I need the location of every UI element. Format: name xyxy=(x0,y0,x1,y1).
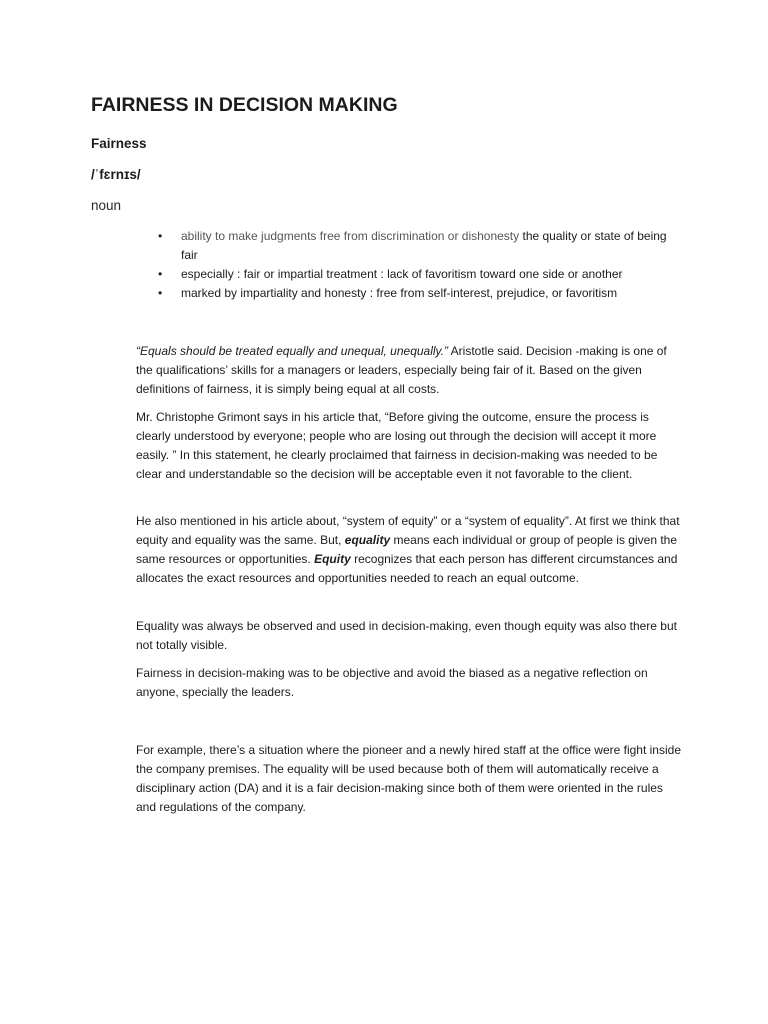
bullet-icon: • xyxy=(158,286,163,300)
part-of-speech: noun xyxy=(91,198,122,213)
paragraph-aristotle xyxy=(136,342,681,399)
paragraph-text: recognizes that each person has different circumstances and allocates the exact resources and opportunities needed to reach an equal outcome. xyxy=(136,552,678,585)
definition-text-muted: ability to make judgments free from discrimination or dishonesty xyxy=(181,229,520,243)
paragraph-grimont: Mr. Christophe Grimont says in his article that, “Before giving the outcome, ensure the process is clearly understood by everyone; people who are losing out through the decision will accept it more easily. ” In this statement, he clearly proclaimed that fairness in decision-making was needed to be clear and understandable so the decision will be acceptable even it not favorable to the client. xyxy=(136,410,658,481)
definition-item xyxy=(158,284,678,303)
definition-term: Fairness xyxy=(91,136,147,151)
bullet-icon: • xyxy=(158,267,163,281)
paragraph-equality-observed: Equality was always be observed and used in decision-making, even though equity was also there but not totally visible. xyxy=(136,619,677,652)
pronunciation: /ˈfɛrnɪs/ xyxy=(91,167,141,182)
term-equality: equality xyxy=(344,533,391,547)
definition-list xyxy=(158,227,678,303)
definition-item xyxy=(158,265,678,284)
paragraph-text: Aristotle said. Decision -making is one of the qualifications’ skills for a managers or leaders, especially being fair of it. Based on the given definitions of fairness, it is simply being equal at all costs. xyxy=(136,344,667,396)
paragraph-objective: Fairness in decision-making was to be objective and avoid the biased as a negative reflection on anyone, specially the leaders. xyxy=(136,666,648,699)
definition-text: marked by impartiality and honesty : free from self-interest, prejudice, or favoritism xyxy=(181,286,618,300)
bullet-icon: • xyxy=(158,229,163,243)
page-title: FAIRNESS IN DECISION MAKING xyxy=(91,94,398,116)
paragraph-text: He also mentioned in his article about, “system of equity” or a “system of equality”. At first we think that equity and equality was the same. But, xyxy=(136,514,680,547)
paragraph-text: means each individual or group of people is given the same resources or opportunities. xyxy=(136,533,678,566)
definition-item xyxy=(158,227,678,265)
term-equity: Equity xyxy=(314,552,351,566)
definition-text: especially : fair or impartial treatment : lack of favoritism toward one side or another xyxy=(181,267,623,281)
aristotle-quote: “Equals should be treated equally and unequal, unequally.” xyxy=(136,344,448,358)
definition-text: the quality or state of being fair xyxy=(181,229,667,262)
paragraph-example: For example, there’s a situation where the pioneer and a newly hired staff at the office were fight inside the company premises. The equality will be used because both of them will automatically receive a disciplinary action (DA) and it is a fair decision-making since both of them were oriented in the rules and regulations of the company. xyxy=(136,743,681,814)
paragraph-equity-equality xyxy=(136,512,681,588)
